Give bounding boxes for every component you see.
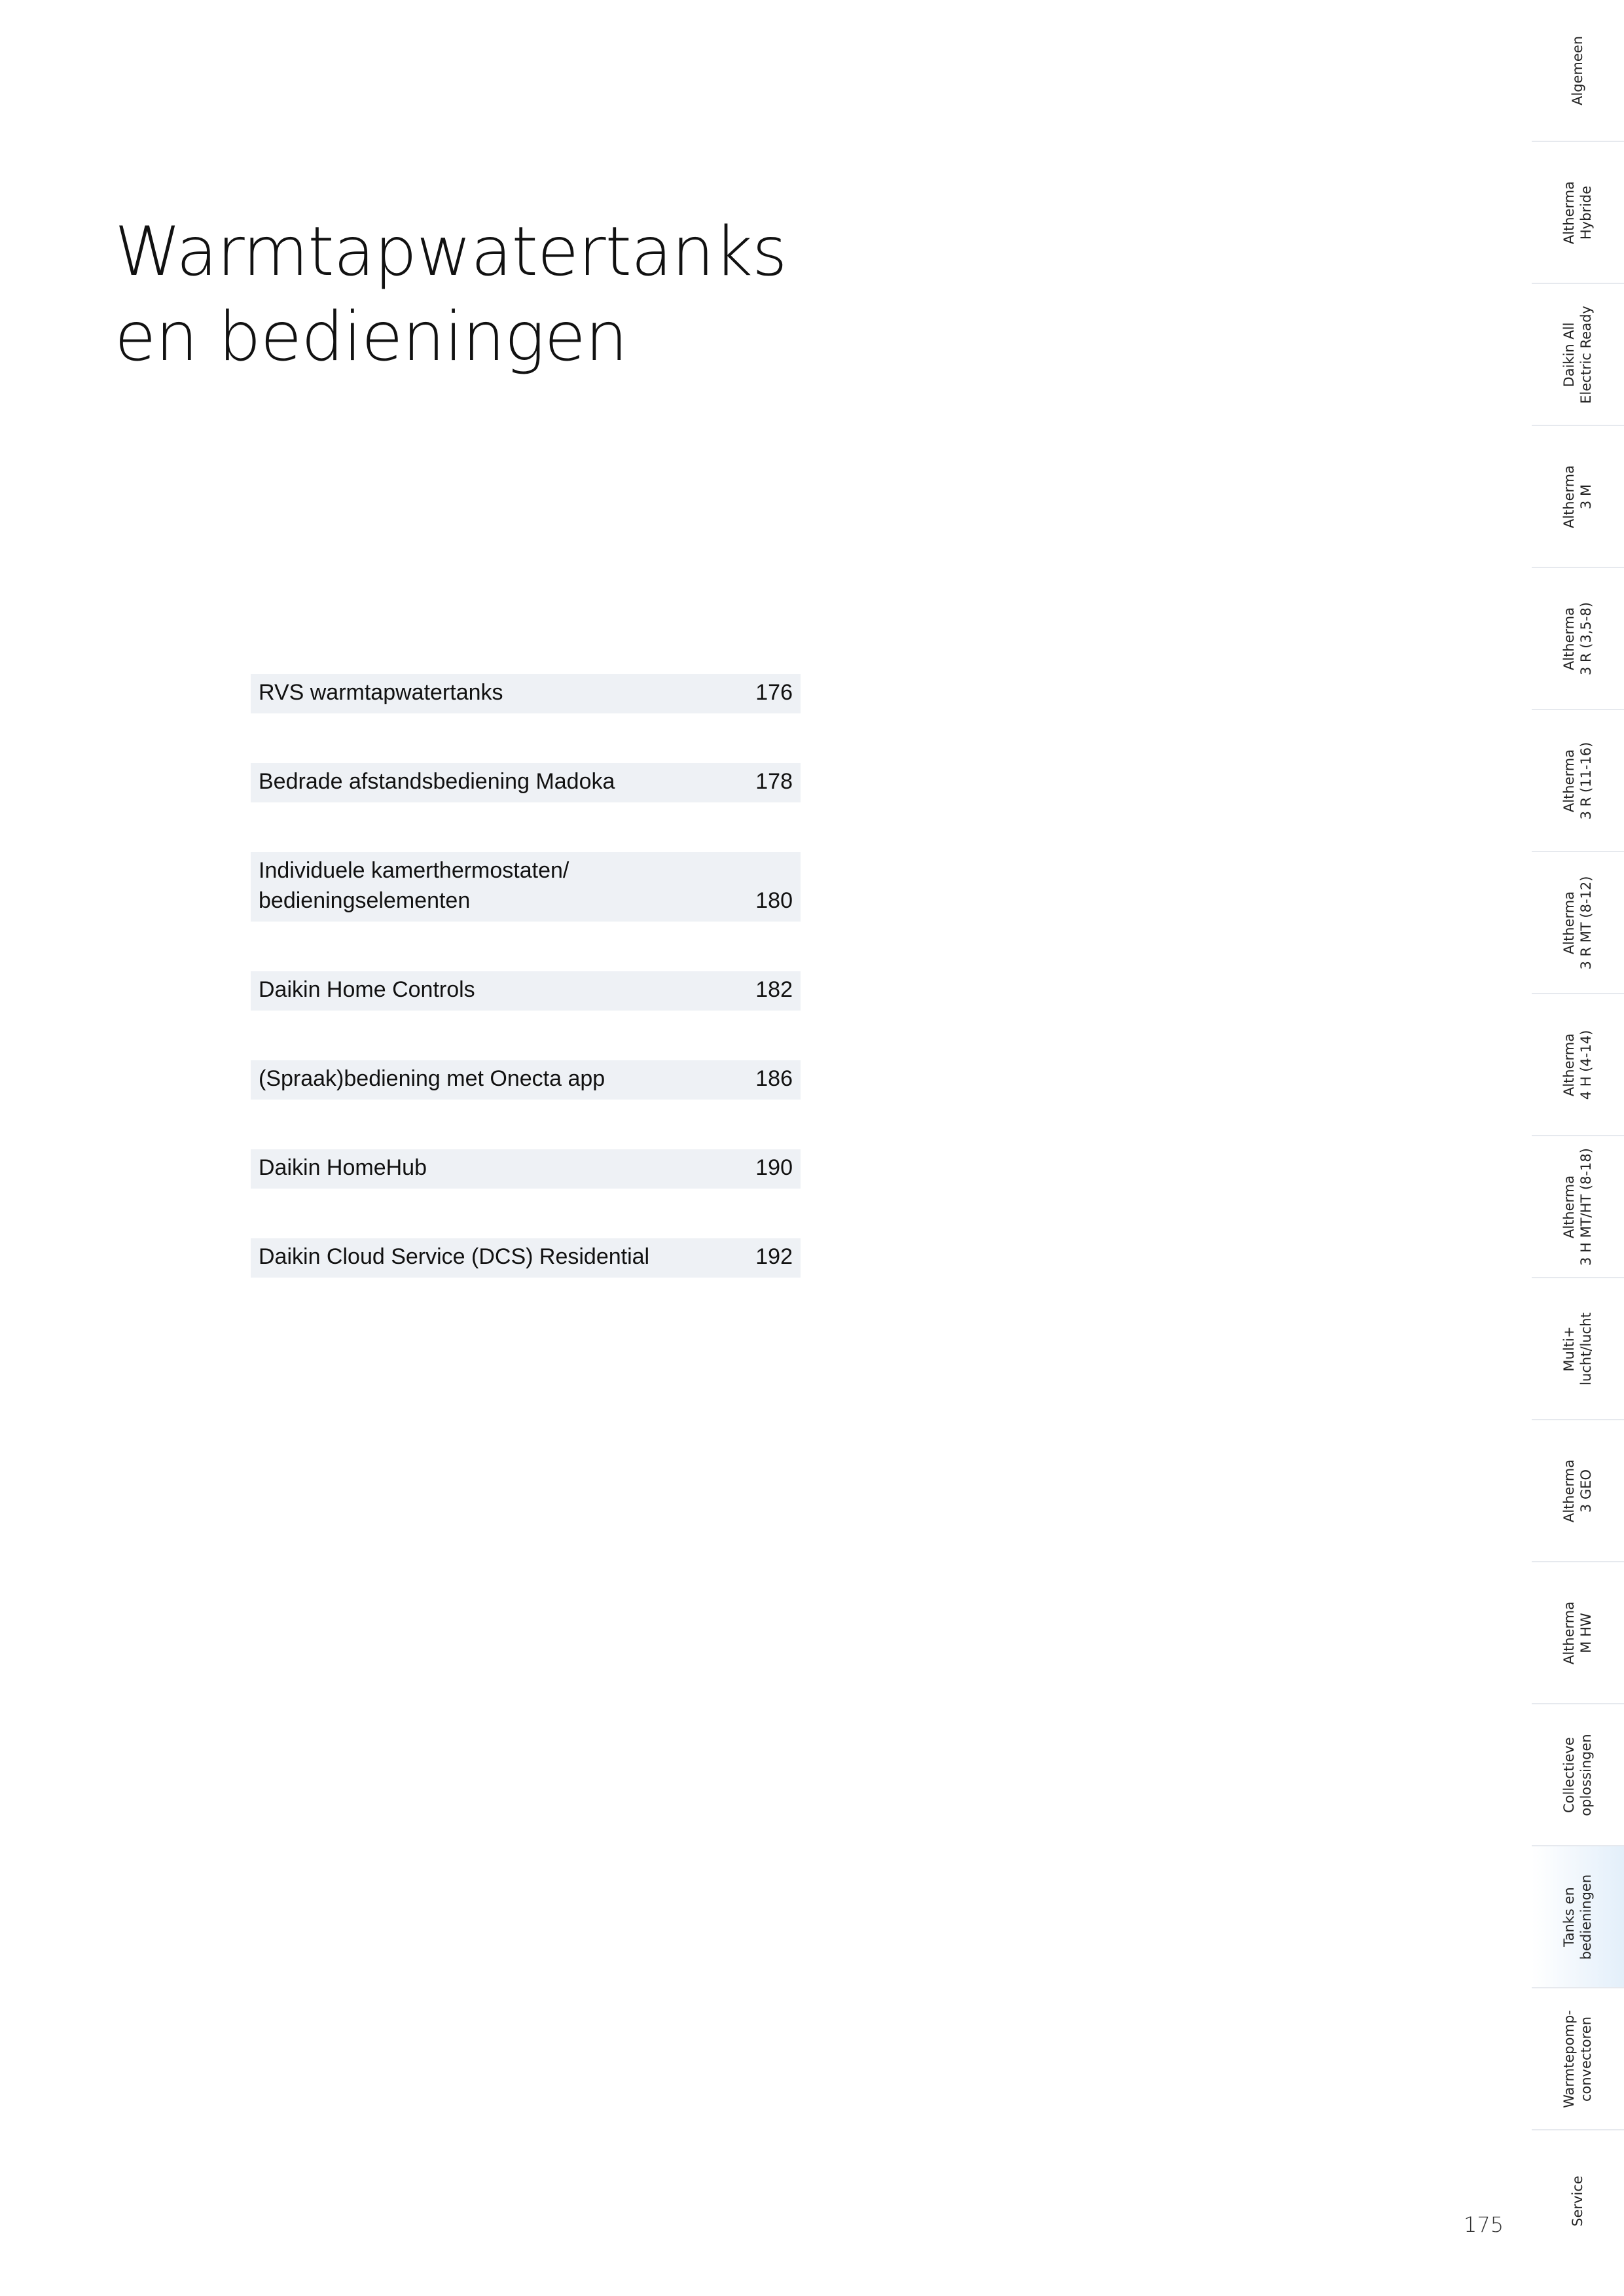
toc-entry-label: Daikin Home Controls (259, 977, 475, 1002)
toc-entry-madoka[interactable] (251, 763, 801, 802)
chapter-tab-label: Warmtepomp- convectoren (1561, 2010, 1594, 2108)
chapter-tab-label: Altherma 3 GEO (1561, 1459, 1594, 1523)
toc-entry-label: Daikin HomeHub (259, 1155, 427, 1180)
chapter-tab-label: Altherma 3 R (11-16) (1561, 742, 1594, 820)
chapter-tab-altherma-3-m[interactable] (1532, 426, 1624, 568)
chapter-tab-altherma-4-h-4-14[interactable] (1532, 994, 1624, 1136)
toc-entry-page-number: 182 (755, 977, 793, 1002)
toc-entry-label: Bedrade afstandsbediening Madoka (259, 769, 615, 794)
chapter-tab-service[interactable] (1532, 2130, 1624, 2272)
chapter-tab-multi-lucht-lucht[interactable] (1532, 1278, 1624, 1420)
toc-entry-page-number: 186 (755, 1066, 793, 1091)
chapter-tab-altherma-3-r-mt-8-12[interactable] (1532, 852, 1624, 994)
toc-entry-page-number: 176 (755, 680, 793, 705)
chapter-tab-label: Daikin All Electric Ready (1561, 306, 1594, 404)
toc-entry-page-number: 190 (755, 1155, 793, 1180)
chapter-tab-label: Altherma 4 H (4-14) (1561, 1030, 1594, 1100)
chapter-tab-warmtepomp-convectoren[interactable] (1532, 1988, 1624, 2130)
chapter-tab-label: Altherma 3 R MT (8-12) (1561, 876, 1594, 970)
chapter-tab-label: Altherma Hybride (1561, 181, 1594, 245)
chapter-tab-collectieve-oplossingen[interactable] (1532, 1704, 1624, 1846)
chapter-tab-altherma-m-hw[interactable] (1532, 1562, 1624, 1704)
toc-entry-page-number: 192 (755, 1244, 793, 1269)
toc-entry-kamerthermostaten[interactable] (251, 852, 801, 922)
chapter-tab-daikin-all-electric-ready[interactable] (1532, 284, 1624, 426)
chapter-tab-altherma-3-r-11-16[interactable] (1532, 710, 1624, 852)
chapter-tab-tanks-en-bedieningen-active[interactable] (1532, 1846, 1624, 1988)
toc-entry-page-number: 180 (755, 888, 793, 913)
chapter-tab-label: Algemeen (1570, 35, 1585, 106)
chapter-tab-algemeen[interactable] (1532, 0, 1624, 142)
toc-entry-daikin-home-controls[interactable] (251, 971, 801, 1011)
toc-entry-daikin-cloud-service[interactable] (251, 1238, 801, 1278)
toc-entry-label: Individuele kamerthermostaten/ bedieningselementen (259, 858, 569, 913)
page-number: 175 (1464, 2212, 1504, 2237)
toc-entry-label: RVS warmtapwatertanks (259, 680, 503, 705)
page-title (115, 209, 787, 380)
chapter-tab-label: Altherma 3 H MT/HT (8-18) (1561, 1148, 1594, 1266)
chapter-tab-label: Multi+ lucht/lucht (1561, 1312, 1594, 1386)
chapter-tab-label: Altherma M HW (1561, 1601, 1594, 1665)
toc-entry-label: (Spraak)bediening met Onecta app (259, 1066, 605, 1091)
toc-entry-rvs-warmtapwatertanks[interactable] (251, 674, 801, 713)
toc-entry-label: Daikin Cloud Service (DCS) Residential (259, 1244, 650, 1269)
chapter-tab-altherma-hybride[interactable] (1532, 142, 1624, 284)
toc-entry-page-number: 178 (755, 769, 793, 794)
toc-entry-onecta-app[interactable] (251, 1060, 801, 1100)
chapter-tab-sidebar (1532, 0, 1624, 2296)
chapter-tab-label: Collectieve oplossingen (1561, 1734, 1594, 1816)
chapter-tab-label: Altherma 3 R (3,5-8) (1561, 601, 1594, 676)
page-title-line-2: en bedieningen (115, 298, 628, 376)
chapter-tab-label: Service (1570, 2176, 1585, 2227)
chapter-tab-label: Tanks en bedieningen (1561, 1874, 1594, 1960)
chapter-tab-label: Altherma 3 M (1561, 465, 1594, 529)
toc-entry-daikin-homehub[interactable] (251, 1149, 801, 1189)
chapter-tab-altherma-3-geo[interactable] (1532, 1420, 1624, 1562)
page-title-line-1: Warmtapwatertanks (115, 213, 787, 291)
chapter-tab-altherma-3-r-3-5-8[interactable] (1532, 568, 1624, 710)
chapter-tab-altherma-3-h-mt-ht-8-18[interactable] (1532, 1136, 1624, 1278)
